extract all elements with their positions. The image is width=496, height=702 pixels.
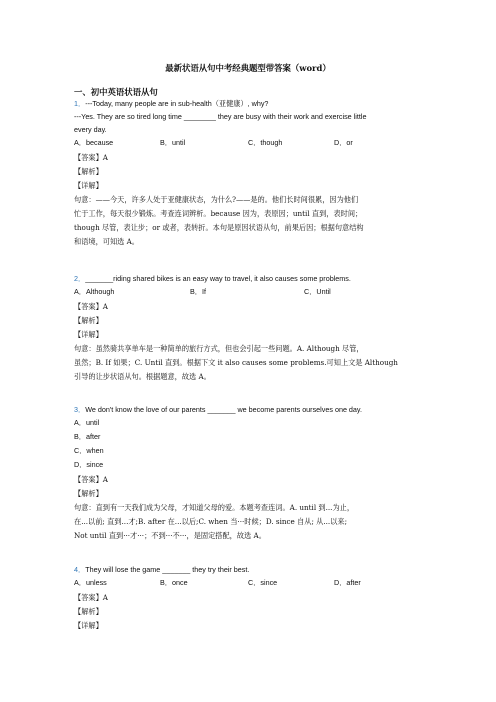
question-2-option-c: C．Until [304, 287, 331, 296]
question-1-explanation-1: 句意：——今天，许多人处于亚健康状态，为什么?——是的。他们长时间很累，因为他们 [74, 195, 359, 204]
question-1-option-b: B．until [160, 138, 186, 147]
question-1-analysis: 【解析】 [74, 167, 103, 176]
question-3-number: 3． [74, 405, 86, 414]
question-2-answer: 【答案】A [74, 302, 108, 311]
question-1-stem: 1．---Today, many people are in sub-health（亚健康）, why? [74, 99, 269, 108]
question-3-explanation-3: Not until 直到···才···；不到···不···，是固定搭配，故选 A。 [74, 531, 266, 540]
question-2-number: 2． [74, 274, 86, 283]
question-3-explanation-1: 句意：直到有一天我们成为父母，才知道父母的爱。本题考查连词。A. until 到...为止， [74, 503, 355, 512]
question-3-answer: 【答案】A [74, 475, 108, 484]
question-2-stem: 2．_______riding shared bikes is an easy way to travel, it also causes some problems. [74, 274, 351, 283]
question-3-analysis: 【解析】 [74, 489, 103, 498]
question-1-number: 1． [74, 99, 86, 108]
question-2-explanation-2: 虽然；B. If 如果；C. Until 直到。根据下文 it also causes some problems.可知上文是 Although [74, 358, 398, 367]
question-2-option-b: B．If [190, 287, 206, 296]
question-1-option-a: A．because [74, 138, 114, 147]
question-2-detail: 【详解】 [74, 330, 103, 339]
section-heading: 一、初中英语状语从句 [74, 87, 158, 97]
question-3-explanation-2: 在...以前; 直到...才;B. after 在...以后;C. when 当···时候；D. since 自从; 从...以来; [74, 517, 347, 526]
question-2-explanation-3: 引导的让步状语从句。根据题意，故选 A。 [74, 372, 211, 381]
question-4-option-a: A．unless [74, 578, 107, 587]
question-4-option-b: B．once [160, 578, 188, 587]
document-title: 最新状语从句中考经典题型带答案（word） [165, 63, 331, 73]
question-4-answer: 【答案】A [74, 593, 108, 602]
question-2-explanation-1: 句意：虽然骑共享单车是一种简单的旅行方式，但也会引起一些问题。A. Although 尽管， [74, 344, 364, 353]
question-3-stem: 3．We don't know the love of our parents _______ we become parents ourselves one day. [74, 405, 362, 414]
question-1-detail: 【详解】 [74, 181, 103, 190]
question-1-line2: ---Yes. They are so tired long time ________ they are busy with their work and exercise little [74, 112, 367, 121]
question-3-option-d: D．since [74, 460, 104, 469]
question-3-option-c: C．when [74, 446, 104, 455]
question-3-option-b: B．after [74, 432, 101, 441]
question-1-explanation-2: 忙于工作，每天很少锻炼。考查连词辨析。because 因为，表原因；until 直到，表时间； [74, 209, 363, 218]
question-4-stem: 4．They will lose the game _______ they try their best. [74, 565, 250, 574]
question-2-analysis: 【解析】 [74, 316, 103, 325]
question-1-option-d: D．or [334, 138, 353, 147]
question-4-detail: 【详解】 [74, 621, 103, 630]
question-4-option-d: D．after [334, 578, 361, 587]
question-1-explanation-4: 和语境，可知选 A。 [74, 237, 139, 246]
question-1-option-c: C．though [248, 138, 283, 147]
question-1-explanation-3: though 尽管，表让步；or 或者，表转折。本句是原因状语从句，前果后因；根据句意结构 [74, 223, 364, 232]
question-3-option-a: A．until [74, 418, 100, 427]
question-1-line3: every day. [74, 125, 107, 134]
question-1-answer: 【答案】A [74, 153, 108, 162]
question-2-option-a: A．Although [74, 287, 115, 296]
question-4-analysis: 【解析】 [74, 607, 103, 616]
question-4-number: 4． [74, 565, 86, 574]
question-4-option-c: C．since [248, 578, 278, 587]
